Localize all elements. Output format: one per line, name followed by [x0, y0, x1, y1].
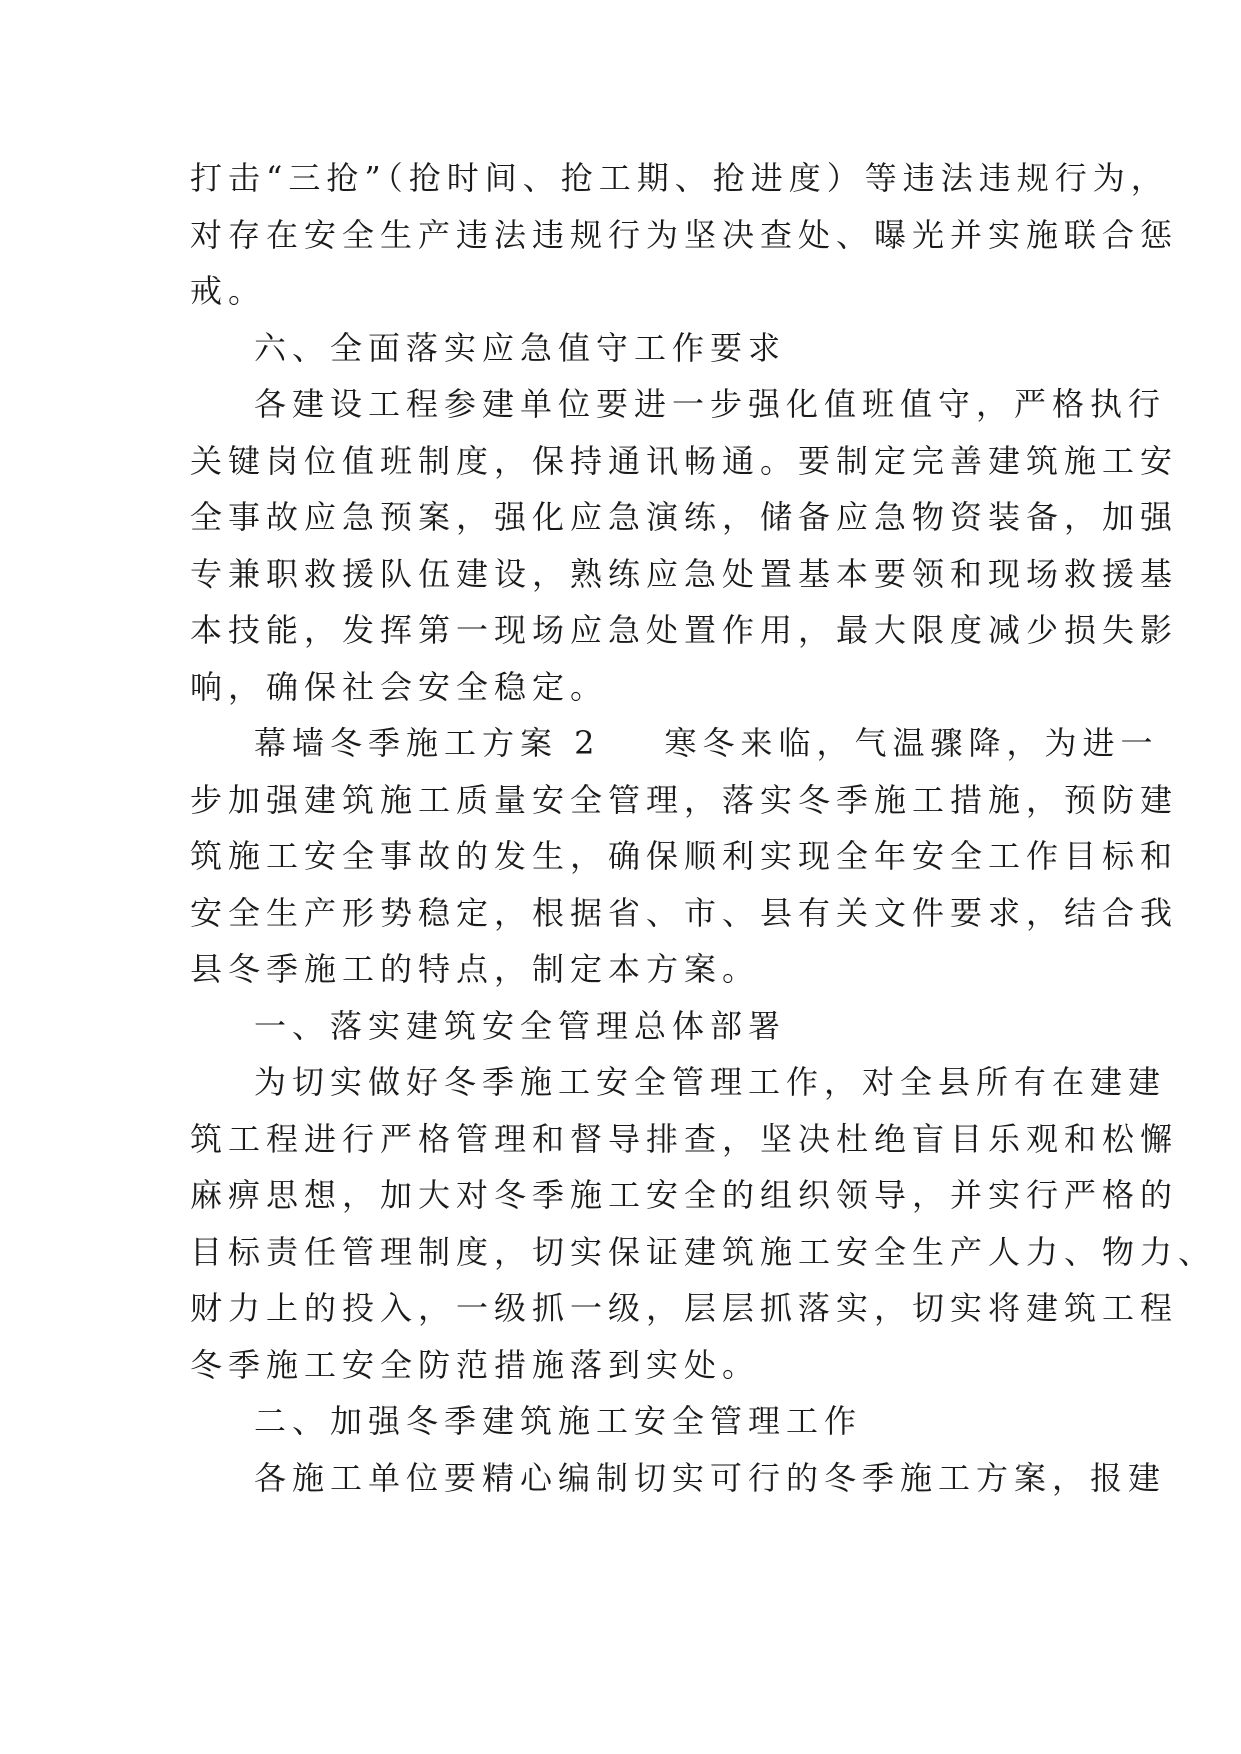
text-line: 戒。	[190, 272, 267, 310]
text-line: 专兼职救援队伍建设，熟练应急处置基本要领和现场救援基	[190, 554, 1179, 593]
text-line: 各建设工程参建单位要进一步强化值班值守，严格执行	[254, 385, 1167, 423]
document-body	[190, 150, 1217, 1506]
text-line: 为切实做好冬季施工安全管理工作，对全县所有在建建	[254, 1063, 1167, 1101]
text-line	[190, 715, 1159, 772]
text-line: 响，确保社会安全稳定。	[190, 667, 609, 706]
section-heading: 一、落实建筑安全管理总体部署	[254, 1006, 787, 1045]
section-heading: 六、全面落实应急值守工作要求	[254, 328, 787, 367]
text-line: 财力上的投入，一级抓一级，层层抓落实，切实将建筑工程	[190, 1289, 1179, 1327]
text-line: 本技能，发挥第一现场应急处置作用，最大限度减少损失影	[190, 611, 1179, 649]
text-line: 筑工程进行严格管理和督导排查，坚决杜绝盲目乐观和松懈	[190, 1119, 1179, 1158]
text-line-rest: 寒冬来临，气温骤降，为进一	[664, 724, 1159, 762]
text-line: 安全生产形势稳定，根据省、市、县有关文件要求，结合我	[190, 893, 1179, 932]
section-heading: 二、加强冬季建筑施工安全管理工作	[254, 1402, 863, 1440]
text-line: 关键岗位值班制度，保持通讯畅通。要制定完善建筑施工安	[190, 441, 1179, 480]
text-line: 步加强建筑施工质量安全管理，落实冬季施工措施，预防建	[190, 780, 1179, 819]
text-line: 各施工单位要精心编制切实可行的冬季施工方案，报建	[254, 1458, 1167, 1497]
text-line: 全事故应急预案，强化应急演练，储备应急物资装备，加强	[190, 498, 1179, 536]
text-line: 县冬季施工的特点，制定本方案。	[190, 950, 761, 988]
text-line: 筑施工安全事故的发生，确保顺利实现全年安全工作目标和	[190, 837, 1179, 875]
document-title: 幕墙冬季施工方案 2	[254, 724, 601, 762]
text-line: 冬季施工安全防范措施落到实处。	[190, 1345, 761, 1384]
text-line: 麻痹思想，加大对冬季施工安全的组织领导，并实行严格的	[190, 1176, 1179, 1214]
text-line: 目标责任管理制度，切实保证建筑施工安全生产人力、物力、	[190, 1232, 1217, 1271]
text-line: 对存在安全生产违法违规行为坚决查处、曝光并实施联合惩	[190, 215, 1179, 254]
text-line: 打击“三抢”（抢时间、抢工期、抢进度）等违法违规行为，	[190, 159, 1169, 197]
